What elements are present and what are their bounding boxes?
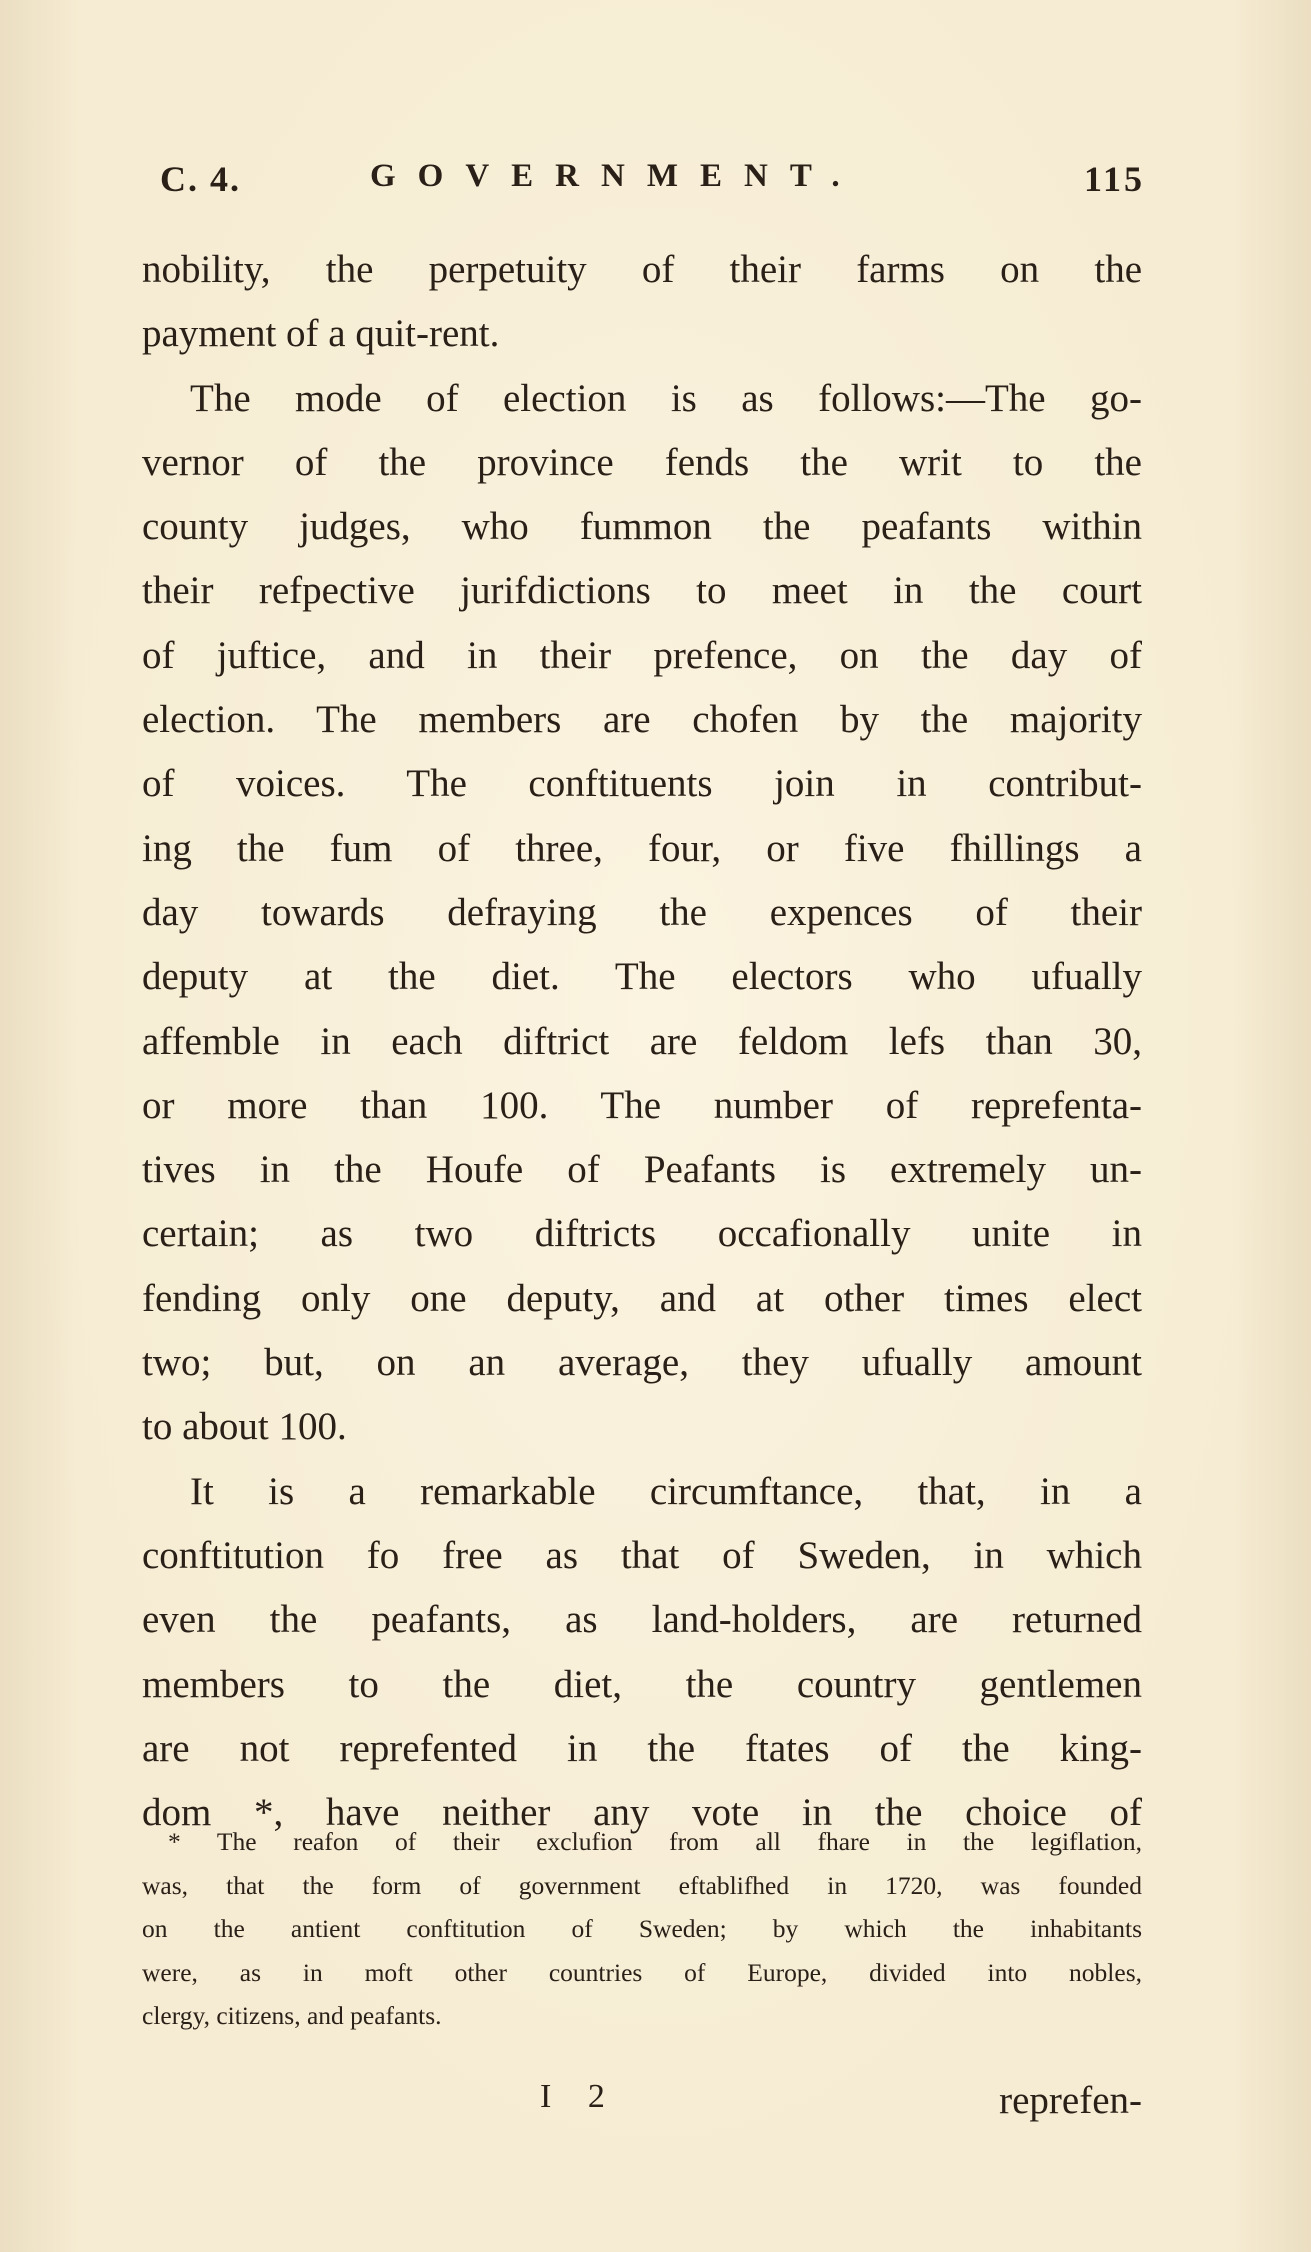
running-header [160, 158, 1145, 208]
text-line: payment of a quit-rent. [142, 312, 500, 356]
signature-mark: I 2 [540, 2078, 619, 2115]
text-line: to about 100. [142, 1405, 347, 1449]
running-title: GOVERNMENT. [370, 158, 862, 194]
text-line: It is a remarkable circumftance, that, in a [190, 1469, 1142, 1513]
text-line: members to the diet, the country gentlemen [142, 1662, 1142, 1706]
text-line: or more than 100. The number of reprefenta- [142, 1083, 1142, 1127]
page-footer [142, 2078, 1142, 2138]
text-line: The mode of election is as follows:—The go- [190, 376, 1142, 420]
text-line: day towards defraying the expences of their [142, 890, 1142, 934]
text-line: even the peafants, as land-holders, are returned [142, 1598, 1142, 1642]
text-line: deputy at the diet. The electors who ufually [142, 955, 1142, 999]
text-line: county judges, who fummon the peafants within [142, 505, 1142, 549]
footnote-line: on the antient conftitution of Sweden; by which the inhabitants [142, 1914, 1142, 1943]
footnote-line: was, that the form of government eftablifhed in 1720, was founded [142, 1870, 1142, 1900]
text-line: two; but, on an average, they ufually amount [142, 1341, 1142, 1385]
text-line: are not reprefented in the ftates of the king- [142, 1726, 1142, 1770]
text-line: fending only one deputy, and at other times elect [142, 1276, 1142, 1320]
text-line: dom *, have neither any vote in the choice of [142, 1791, 1142, 1835]
text-line: ing the fum of three, four, or five fhillings a [142, 826, 1142, 870]
text-line: their refpective jurifdictions to meet in the court [142, 569, 1142, 613]
text-line: conftitution fo free as that of Sweden, in which [142, 1533, 1142, 1577]
text-line: certain; as two diftricts occafionally unite in [142, 1212, 1142, 1256]
text-line: of juftice, and in their prefence, on the day of [142, 633, 1142, 677]
catchword: reprefen- [999, 2079, 1142, 2122]
footnote-line: clergy, citizens, and peafants. [142, 2001, 442, 2030]
body-text [142, 238, 1142, 1845]
text-line: election. The members are chofen by the majority [142, 698, 1142, 742]
text-line: vernor of the province fends the writ to the [142, 440, 1142, 484]
footnote-line: were, as in moft other countries of Europe, divided into nobles, [142, 1957, 1142, 1987]
text-line: nobility, the perpetuity of their farms on the [142, 248, 1142, 291]
text-line: of voices. The conftituents join in contribut- [142, 762, 1142, 806]
text-line: tives in the Houfe of Peafants is extremely un- [142, 1148, 1142, 1192]
page-number: 115 [1083, 159, 1145, 199]
footnote-line: * The reafon of their exclufion from all fhare in the legiflation, [168, 1827, 1142, 1856]
chapter-number: C. 4. [160, 159, 241, 199]
text-line: affemble in each diftrict are feldom lefs than 30, [142, 1019, 1142, 1063]
footnote [142, 1820, 1142, 2038]
